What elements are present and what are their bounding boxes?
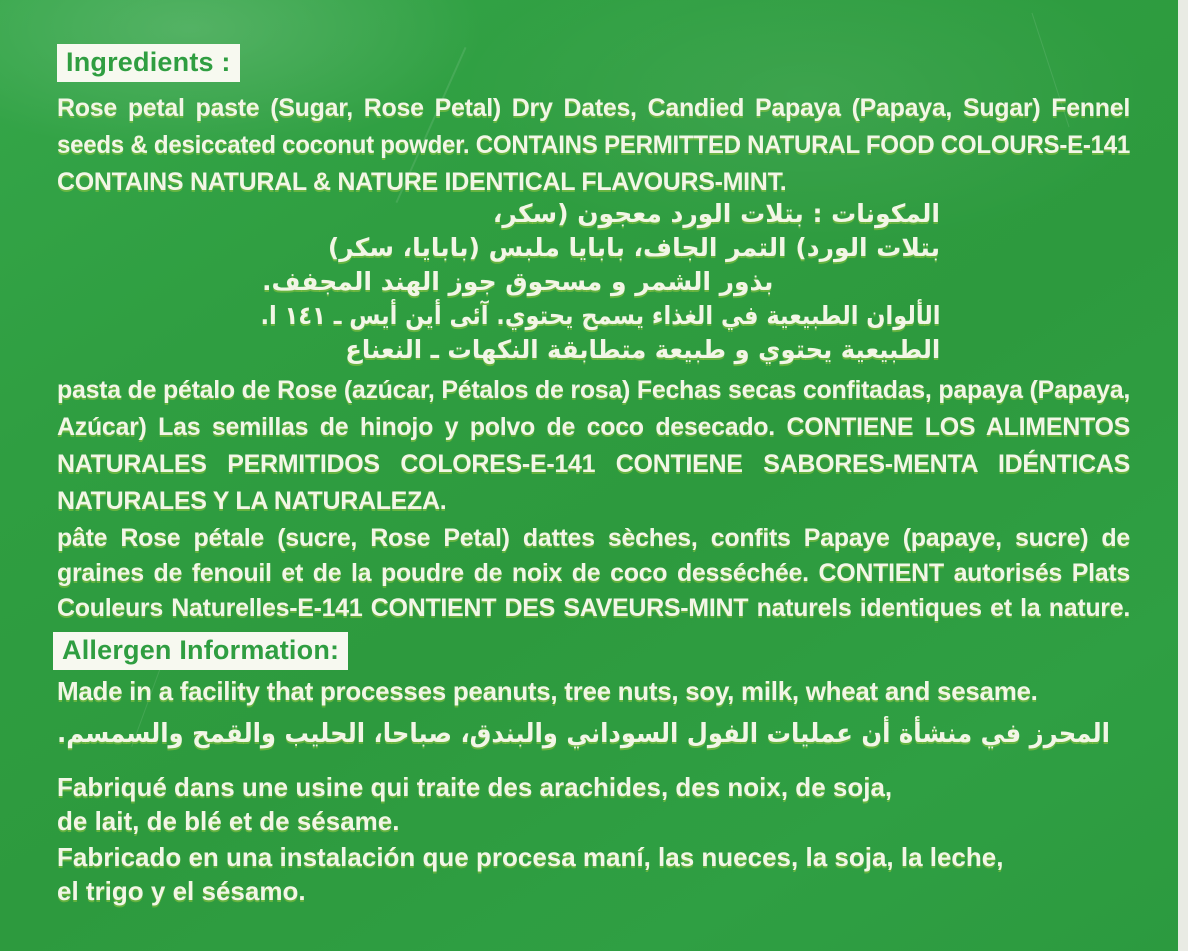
text-line: الألوان الطبيعية في الغذاء يسمح يحتوي. آئى أين أيس ـ ١٤١ ا. (260, 301, 940, 330)
allergen-heading: Allergen Information: (53, 632, 348, 670)
ingredients-heading-row (57, 44, 1130, 82)
allergen-heading-row (53, 632, 1130, 670)
ingredients-spanish (57, 372, 1130, 520)
text-line: Made in a facility that processes peanuts, tree nuts, soy, milk, wheat and sesame. (57, 676, 1038, 706)
text-line: el trigo y el sésamo. (57, 876, 306, 906)
ingredients-english (57, 90, 1130, 201)
text-line: المكونات : بتلات الورد معجون (سكر، (492, 199, 940, 228)
allergen-arabic (57, 712, 1110, 756)
text-line: بتلات الورد) التمر الجاف، بابايا ملبس (بابايا، سكر) (327, 233, 940, 262)
text-line: pasta de pétalo de Rose (azúcar, Pétalos de rosa) Fechas secas confitadas, papaya (Papaya, (57, 376, 1130, 404)
text-line: NATURALES Y LA NATURALEZA. (57, 487, 447, 515)
ingredients-french (57, 521, 1130, 626)
text-line: CONTAINS NATURAL & NATURE IDENTICAL FLAVOURS-MINT. (57, 168, 787, 196)
photo-edge-strip (1178, 0, 1188, 951)
text-line: Azúcar) Las semillas de hinojo y polvo de coco desecado. CONTIENE LOS ALIMENTOS (57, 413, 1130, 441)
text-line: Couleurs Naturelles-E-141 CONTIENT DES SAVEURS-MINT naturels identiques et la nature. (57, 594, 1130, 622)
text-line: pâte Rose pétale (sucre, Rose Petal) dattes sèches, confits Papaye (papaye, sucre) de (57, 524, 1130, 552)
text-line: Rose petal paste (Sugar, Rose Petal) Dry Dates, Candied Papaya (Papaya, Sugar) Fennel (57, 94, 1130, 122)
text-line: المحرز في منشأة أن عمليات الفول السوداني والبندق، صباحا، الحليب والقمح والسمسم. (57, 719, 1110, 749)
text-line: Fabriqué dans une usine qui traite des arachides, des noix, de soja, (57, 772, 893, 802)
text-line: NATURALES PERMITIDOS COLORES-E-141 CONTIENE SABORES-MENTA IDÉNTICAS (57, 450, 1130, 478)
ingredients-arabic (57, 197, 940, 367)
text-line: Fabricado en una instalación que procesa maní, las nueces, la soja, la leche, (57, 842, 1004, 872)
text-line: بذور الشمر و مسحوق جوز الهند المجفف. (262, 267, 774, 296)
text-line: seeds & desiccated coconut powder. CONTAINS PERMITTED NATURAL FOOD COLOURS-E-141 (57, 131, 1130, 159)
allergen-french (57, 770, 1130, 838)
text-line: الطبيعية يحتوي و طبيعة متطابقة النكهات ـ النعناع (345, 335, 940, 364)
text-line: de lait, de blé et de sésame. (57, 806, 400, 836)
ingredients-heading: Ingredients : (57, 44, 240, 82)
allergen-english (57, 676, 1130, 707)
text-line: graines de fenouil et de la poudre de noix de coco desséchée. CONTIENT autorisés Plats (57, 559, 1130, 587)
allergen-spanish (57, 840, 1130, 908)
